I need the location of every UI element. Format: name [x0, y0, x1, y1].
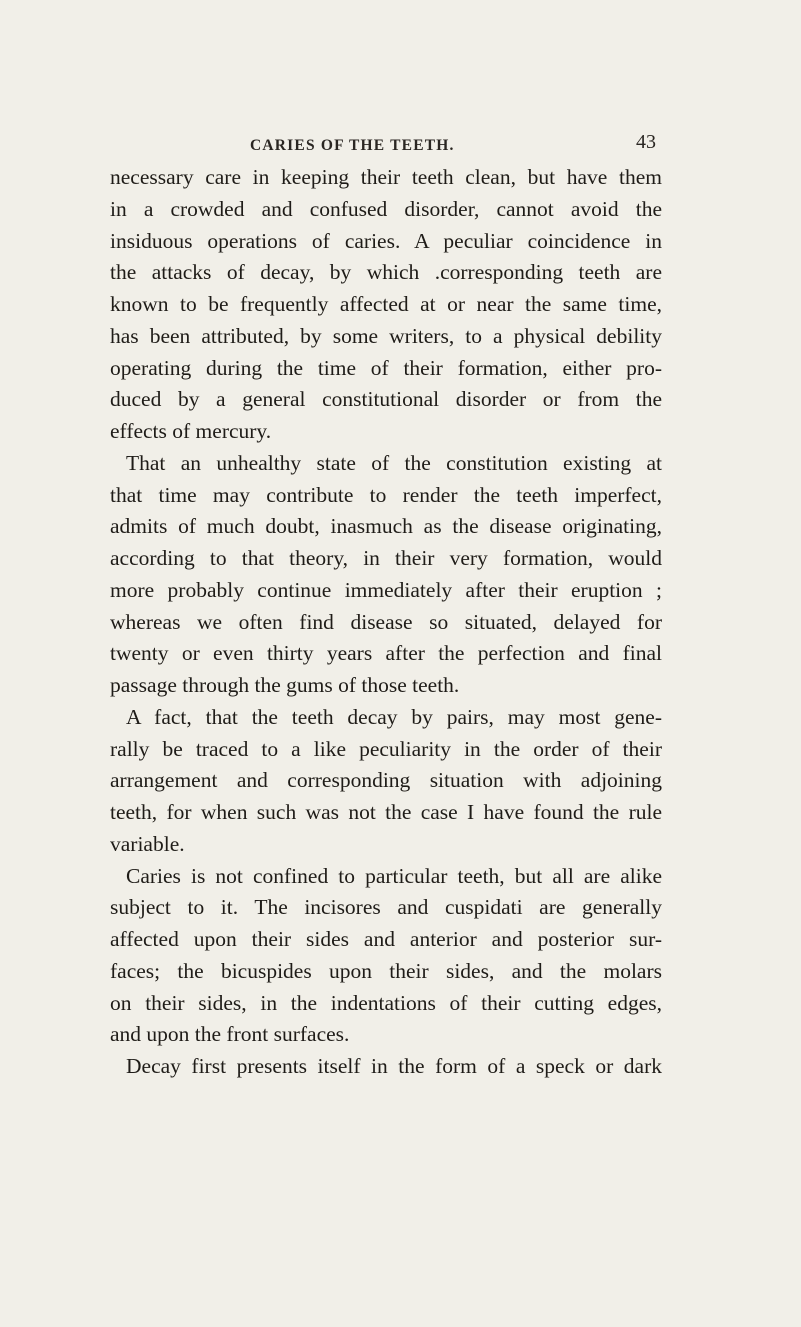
text-line: effects of mercury. — [110, 419, 272, 443]
body-text — [110, 162, 662, 1083]
text-line: that time may contribute to render the teeth imperfect, — [110, 482, 662, 507]
text-line: passage through the gums of those teeth. — [110, 673, 460, 697]
text-line: known to be frequently affected at or near the same time, — [110, 292, 662, 316]
text-line: has been attributed, by some writers, to a physical debility — [110, 323, 662, 348]
text-line: necessary care in keeping their teeth clean, but have them — [110, 165, 662, 189]
paragraph-start-line: A fact, that the teeth decay by pairs, may most gene- — [126, 704, 662, 729]
text-line: on their sides, in the indentations of their cutting edges, — [110, 990, 662, 1015]
text-line: affected upon their sides and anterior and posterior sur- — [110, 927, 662, 951]
paragraph-start-line: Decay first presents itself in the form of a speck or dark — [126, 1054, 662, 1078]
text-line: arrangement and corresponding situation with adjoining — [110, 768, 662, 793]
text-line: more probably continue immediately after their eruption ; — [110, 577, 662, 602]
text-line: according to that theory, in their very formation, would — [110, 546, 662, 570]
text-line: operating during the time of their formation, either pro- — [110, 355, 662, 380]
text-line: twenty or even thirty years after the perfection and final — [110, 641, 662, 666]
text-line: teeth, for when such was not the case I have found the rule — [110, 800, 662, 824]
text-line: duced by a general constitutional disorder or from the — [110, 387, 662, 412]
text-line: insiduous operations of caries. A peculiar coincidence in — [110, 228, 662, 253]
text-line: and upon the front surfaces. — [110, 1022, 350, 1047]
running-title: CARIES OF THE TEETH. — [250, 137, 455, 154]
paragraph-start-line: Caries is not confined to particular teeth, but all are alike — [126, 863, 662, 888]
text-line: faces; the bicuspides upon their sides, and the molars — [110, 958, 662, 983]
page-number: 43 — [636, 131, 656, 153]
text-line: whereas we often find disease so situated, delayed for — [110, 609, 662, 634]
text-line: rally be traced to a like peculiarity in the order of their — [110, 736, 662, 761]
text-line: variable. — [110, 831, 185, 856]
text-line: the attacks of decay, by which .corresponding teeth are — [110, 260, 662, 285]
text-line: in a crowded and confused disorder, cannot avoid the — [110, 196, 662, 221]
paragraph-start-line: That an unhealthy state of the constitution existing at — [126, 450, 662, 475]
text-line: admits of much doubt, inasmuch as the disease originating, — [110, 514, 662, 539]
text-line: subject to it. The incisores and cuspidati are generally — [110, 895, 662, 920]
